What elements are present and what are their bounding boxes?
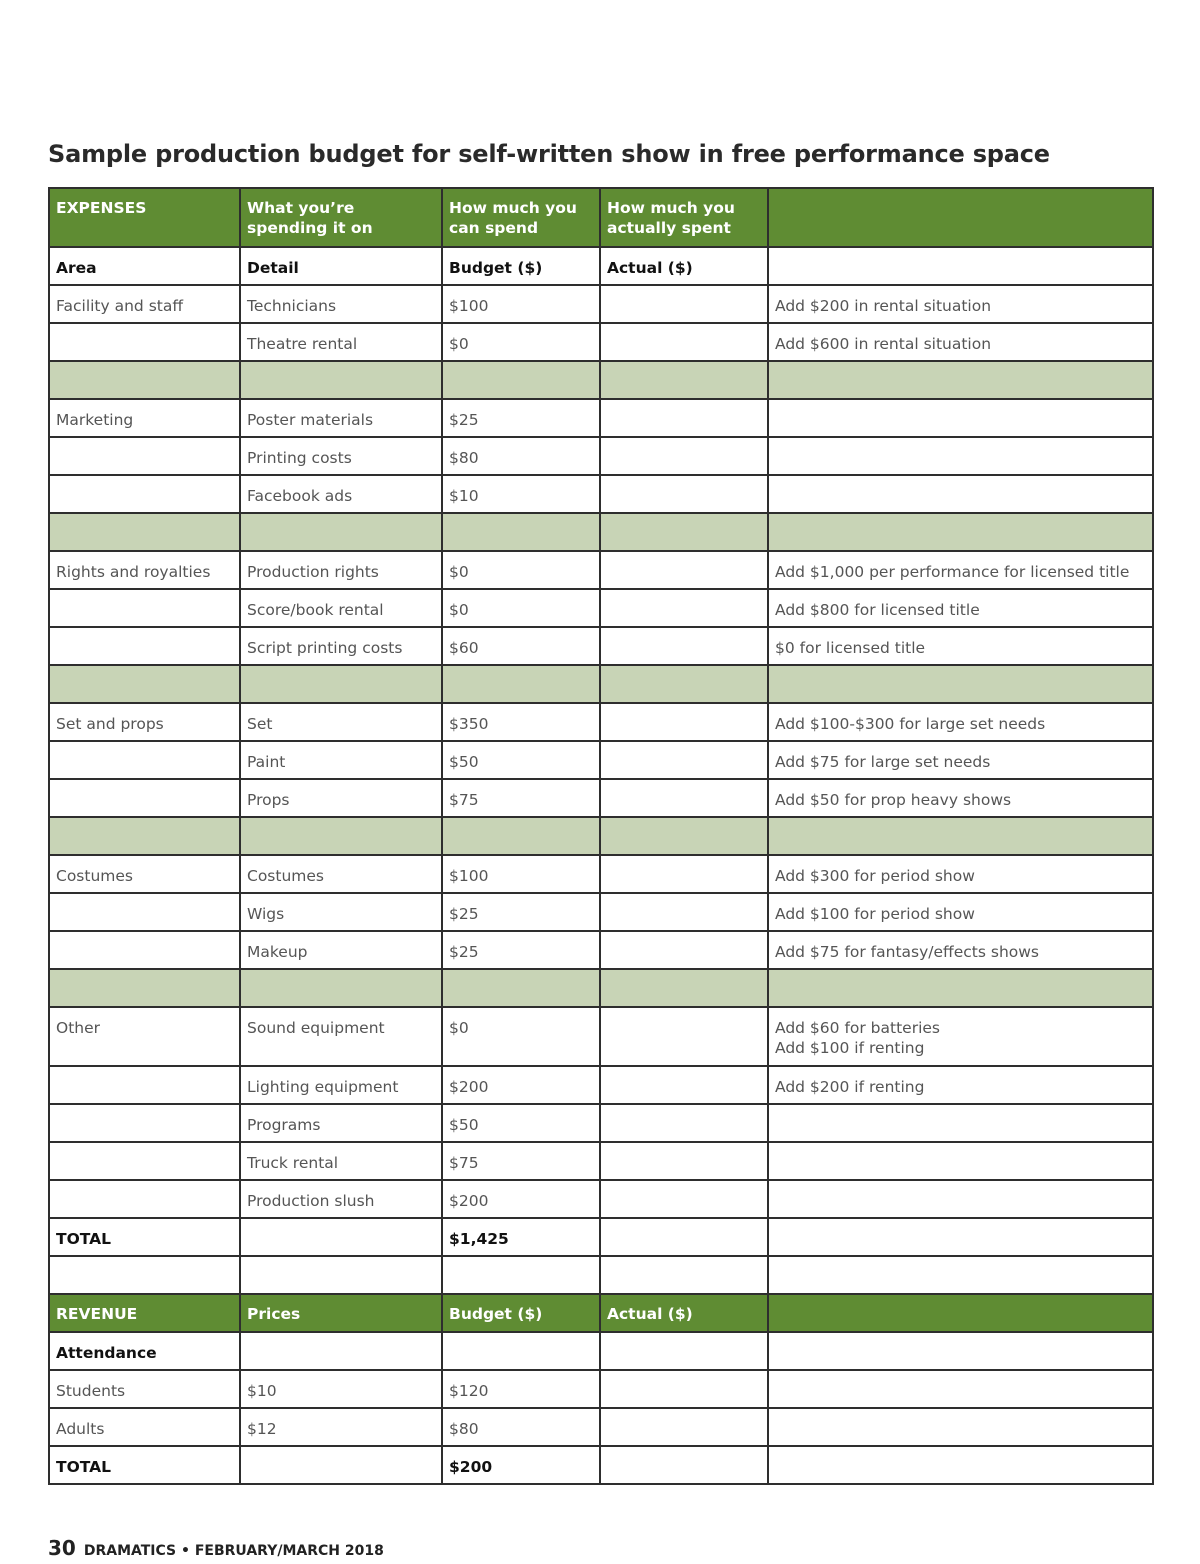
area-cell: Facility and staff	[49, 285, 240, 323]
publication-line: DRAMATICS • FEBRUARY/MARCH 2018	[83, 1543, 384, 1559]
table-row	[49, 1104, 1153, 1142]
note-cell	[768, 1104, 1153, 1142]
note-line: Add $60 for batteries	[775, 1019, 941, 1037]
actual-cell	[600, 1180, 768, 1218]
detail-cell: Truck rental	[240, 1142, 442, 1180]
note-cell: Add $75 for large set needs	[768, 741, 1153, 779]
note-cell: Add $75 for fantasy/effects shows	[768, 931, 1153, 969]
header-cell: Prices	[240, 1294, 442, 1332]
detail-cell: Printing costs	[240, 437, 442, 475]
header-cell: EXPENSES	[49, 188, 240, 247]
actual-cell	[600, 703, 768, 741]
detail-cell: Production rights	[240, 551, 442, 589]
table-row	[49, 399, 1153, 437]
table-row	[49, 1408, 1153, 1446]
budget-cell: $10	[442, 475, 600, 513]
budget-cell: $25	[442, 399, 600, 437]
subheader-cell: Area	[49, 247, 240, 285]
budget-cell: $50	[442, 741, 600, 779]
table-row	[49, 1370, 1153, 1408]
note-cell	[768, 1180, 1153, 1218]
separator-row	[49, 665, 1153, 703]
detail-cell: Makeup	[240, 931, 442, 969]
price-cell: $10	[240, 1370, 442, 1408]
budget-cell: $0	[442, 323, 600, 361]
header-cell	[768, 1294, 1153, 1332]
budget-cell: $25	[442, 893, 600, 931]
detail-cell: Lighting equipment	[240, 1066, 442, 1104]
note-cell	[768, 475, 1153, 513]
budget-cell: $0	[442, 551, 600, 589]
budget-cell: $75	[442, 1142, 600, 1180]
area-cell	[49, 1066, 240, 1104]
budget-cell: $120	[442, 1370, 600, 1408]
area-cell: Other	[49, 1007, 240, 1066]
total-value: $1,425	[442, 1218, 600, 1256]
area-cell	[49, 931, 240, 969]
budget-cell: $80	[442, 437, 600, 475]
note-cell: Add $300 for period show	[768, 855, 1153, 893]
table-row	[49, 285, 1153, 323]
table-row	[49, 855, 1153, 893]
header-cell: How much you can spend	[442, 188, 600, 247]
table-row	[49, 703, 1153, 741]
actual-cell	[600, 627, 768, 665]
budget-cell: $200	[442, 1180, 600, 1218]
area-cell	[49, 475, 240, 513]
area-cell: Adults	[49, 1408, 240, 1446]
table-row	[49, 931, 1153, 969]
separator-row	[49, 361, 1153, 399]
note-cell	[768, 437, 1153, 475]
area-cell: Costumes	[49, 855, 240, 893]
area-cell	[49, 741, 240, 779]
note-cell	[768, 1370, 1153, 1408]
actual-cell	[600, 399, 768, 437]
actual-cell	[600, 855, 768, 893]
table-row	[49, 779, 1153, 817]
page-footer	[48, 1536, 384, 1560]
revenue-section-row	[49, 1332, 1153, 1370]
note-cell	[768, 1007, 1153, 1066]
detail-cell: Programs	[240, 1104, 442, 1142]
expenses-header-row	[49, 188, 1153, 247]
header-cell: REVENUE	[49, 1294, 240, 1332]
header-cell: How much you actually spent	[600, 188, 768, 247]
expenses-total-row	[49, 1218, 1153, 1256]
area-cell	[49, 779, 240, 817]
detail-cell: Script printing costs	[240, 627, 442, 665]
budget-cell: $100	[442, 285, 600, 323]
detail-cell: Poster materials	[240, 399, 442, 437]
note-cell: Add $100-$300 for large set needs	[768, 703, 1153, 741]
actual-cell	[600, 1408, 768, 1446]
budget-cell: $0	[442, 1007, 600, 1066]
table-row	[49, 475, 1153, 513]
separator-row	[49, 969, 1153, 1007]
total-value: $200	[442, 1446, 600, 1484]
header-cell	[768, 188, 1153, 247]
budget-cell: $0	[442, 589, 600, 627]
price-cell: $12	[240, 1408, 442, 1446]
area-cell	[49, 323, 240, 361]
note-cell: $0 for licensed title	[768, 627, 1153, 665]
actual-cell	[600, 475, 768, 513]
budget-table	[48, 187, 1154, 1485]
table-row	[49, 1180, 1153, 1218]
actual-cell	[600, 589, 768, 627]
area-cell: Rights and royalties	[49, 551, 240, 589]
note-cell	[768, 1142, 1153, 1180]
actual-cell	[600, 779, 768, 817]
table-row	[49, 589, 1153, 627]
table-row	[49, 1066, 1153, 1104]
actual-cell	[600, 323, 768, 361]
detail-cell: Costumes	[240, 855, 442, 893]
area-cell	[49, 437, 240, 475]
total-label: TOTAL	[49, 1218, 240, 1256]
detail-cell: Wigs	[240, 893, 442, 931]
area-cell	[49, 1104, 240, 1142]
detail-cell: Set	[240, 703, 442, 741]
note-cell: Add $100 for period show	[768, 893, 1153, 931]
note-cell: Add $1,000 per performance for licensed title	[768, 551, 1153, 589]
budget-cell: $75	[442, 779, 600, 817]
budget-cell: $25	[442, 931, 600, 969]
header-cell: Budget ($)	[442, 1294, 600, 1332]
revenue-total-row	[49, 1446, 1153, 1484]
detail-cell: Theatre rental	[240, 323, 442, 361]
subheader-cell: Actual ($)	[600, 247, 768, 285]
area-cell	[49, 627, 240, 665]
actual-cell	[600, 1370, 768, 1408]
section-label: Attendance	[49, 1332, 240, 1370]
note-cell: Add $800 for licensed title	[768, 589, 1153, 627]
area-cell	[49, 589, 240, 627]
table-row	[49, 437, 1153, 475]
separator-row	[49, 513, 1153, 551]
actual-cell	[600, 1104, 768, 1142]
page-number: 30	[48, 1536, 76, 1560]
budget-cell: $350	[442, 703, 600, 741]
table-row	[49, 551, 1153, 589]
table-row	[49, 741, 1153, 779]
note-line: Add $100 if renting	[775, 1039, 925, 1057]
actual-cell	[600, 1007, 768, 1066]
revenue-header-row	[49, 1294, 1153, 1332]
detail-cell: Sound equipment	[240, 1007, 442, 1066]
detail-cell: Props	[240, 779, 442, 817]
detail-cell: Facebook ads	[240, 475, 442, 513]
subheader-cell: Budget ($)	[442, 247, 600, 285]
total-label: TOTAL	[49, 1446, 240, 1484]
budget-cell: $50	[442, 1104, 600, 1142]
budget-cell: $200	[442, 1066, 600, 1104]
detail-cell: Score/book rental	[240, 589, 442, 627]
header-cell: Actual ($)	[600, 1294, 768, 1332]
table-row	[49, 893, 1153, 931]
table-row	[49, 1142, 1153, 1180]
actual-cell	[600, 1142, 768, 1180]
detail-cell: Technicians	[240, 285, 442, 323]
page-title: Sample production budget for self-written show in free performance space	[48, 140, 1050, 168]
budget-cell: $80	[442, 1408, 600, 1446]
actual-cell	[600, 437, 768, 475]
budget-cell: $100	[442, 855, 600, 893]
area-cell: Set and props	[49, 703, 240, 741]
note-cell	[768, 1408, 1153, 1446]
actual-cell	[600, 1066, 768, 1104]
detail-cell: Production slush	[240, 1180, 442, 1218]
note-cell: Add $600 in rental situation	[768, 323, 1153, 361]
note-cell: Add $200 in rental situation	[768, 285, 1153, 323]
note-cell: Add $200 if renting	[768, 1066, 1153, 1104]
subheader-cell: Detail	[240, 247, 442, 285]
table-row	[49, 1007, 1153, 1066]
header-cell: What you’re spending it on	[240, 188, 442, 247]
area-cell	[49, 1180, 240, 1218]
note-cell	[768, 399, 1153, 437]
area-cell: Marketing	[49, 399, 240, 437]
subheader-cell	[768, 247, 1153, 285]
expenses-subheader-row	[49, 247, 1153, 285]
actual-cell	[600, 551, 768, 589]
table-row	[49, 627, 1153, 665]
actual-cell	[600, 741, 768, 779]
table-row	[49, 323, 1153, 361]
actual-cell	[600, 931, 768, 969]
note-cell: Add $50 for prop heavy shows	[768, 779, 1153, 817]
area-cell	[49, 893, 240, 931]
actual-cell	[600, 285, 768, 323]
blank-row	[49, 1256, 1153, 1294]
actual-cell	[600, 893, 768, 931]
area-cell: Students	[49, 1370, 240, 1408]
separator-row	[49, 817, 1153, 855]
detail-cell: Paint	[240, 741, 442, 779]
budget-cell: $60	[442, 627, 600, 665]
area-cell	[49, 1142, 240, 1180]
